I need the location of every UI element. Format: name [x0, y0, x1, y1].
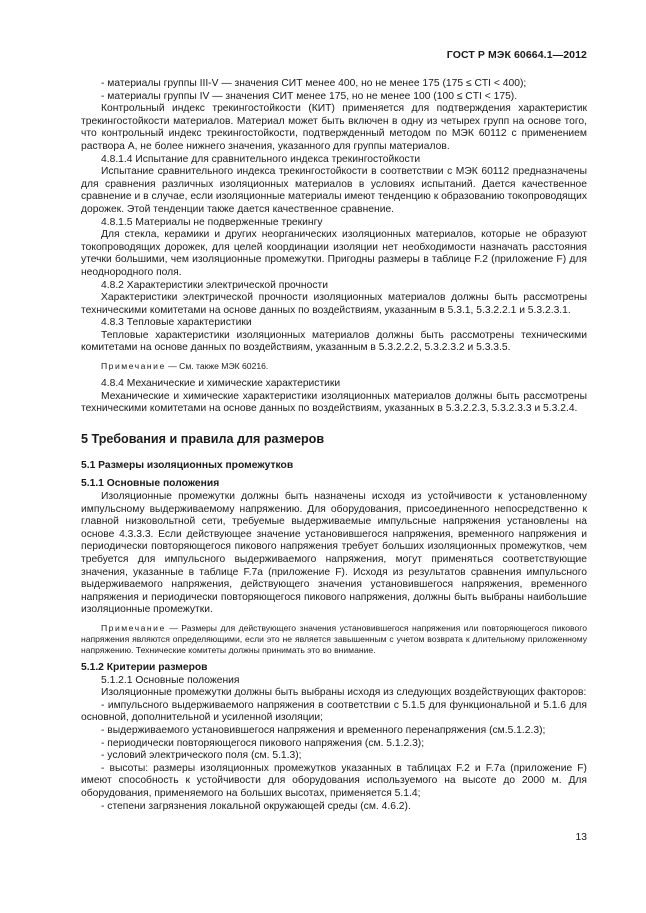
subsection-title: 4.8.4 Механические и химические характеристики: [101, 378, 341, 390]
document-header: ГОСТ Р МЭК 60664.1—2012: [446, 49, 587, 61]
paragraph: Изоляционные промежутки должны быть назначены исходя из устойчивости к установленному импульсному выдерживаемому напряжению. Для оборудования, присоединенного непосредственно к главной низковольтной сети, требуемые выдерживаемые импульсные напряжения установлены на основе 4.3.3.3. Если действующее значение установившегося напряжения, временного напряжения и периодически повторяющегося пикового напряжения требует больших изоляционных промежутков, чем требуется для импульсного выдерживаемого напряжения, могут применяться соответствующие значения, указанные в таблице F.7а (приложение F). Исходя из результатов сравнения импульсного выдерживаемого напряжения, действующего значения установившегося напряжения, временного напряжения и периодически повторяющегося пикового напряжения, должны быть выбраны наибольшие изоляционные промежутки.: [81, 491, 587, 616]
subsection-title: 4.8.2 Характеристики электрической прочности: [101, 279, 328, 291]
note: [81, 623, 587, 656]
subsection-title: 4.8.3 Тепловые характеристики: [101, 317, 252, 329]
list-item: - материалы группы IV — значения СИТ менее 175, но не менее 100 (100 ≤ CTI < 175).: [101, 90, 518, 102]
list-item: - периодически повторяющегося пикового напряжения (см. 5.1.2.3);: [101, 737, 425, 749]
list-item: - высоты: размеры изоляционных промежутков указанных в таблицах F.2 и F.7а (приложение F) имеют способность к устойчивости для оборудования используемого на высоте до 2000 м. Для оборудования, применяемого на больших высотах, применяется 5.1.4;: [81, 762, 587, 799]
section-heading: 5.1 Размеры изоляционных промежутков: [81, 459, 294, 471]
paragraph: Характеристики электрической прочности изоляционных материалов должны быть рассмотрены техническими комитетами на основе данных по воздействиям, указанным в 5.3.1, 5.3.2.2.1 и 5.3.2.3.1.: [81, 292, 587, 316]
list-item: - условий электрического поля (см. 5.1.3);: [101, 750, 302, 762]
list-item: - материалы группы III-V — значения СИТ менее 400, но не менее 175 (175 ≤ CTI < 400);: [101, 78, 527, 89]
note-text: — Размеры для действующего значения установившегося напряжения или повторяющегося пикового напряжения являются определяющими, если это не является завышенным с учетом возврата к длительному приложенному напряжению. Технические комитеты должны принимать это во внимание.: [81, 622, 587, 655]
note-label: Примечание: [101, 361, 166, 372]
note-label: Примечание: [101, 622, 166, 633]
subsection-heading: 5.1.1 Основные положения: [81, 478, 220, 490]
list-item: - выдерживаемого установившегося напряжения и временного перенапряжения (см.5.1.2.3);: [101, 724, 546, 736]
paragraph: Тепловые характеристики изоляционных материалов должны быть рассмотрены техническими комитетами на основе данных по воздействиям, указанным в 5.3.2.2.2, 5.3.2.3.2 и 5.3.3.5.: [81, 329, 587, 354]
note: [81, 361, 587, 372]
subsection-title: 4.8.1.5 Материалы не подверженные трекингу: [101, 216, 323, 228]
subsection-title: 5.1.2.1 Основные положения: [101, 674, 240, 686]
note-text: — См. также МЭК 60216.: [165, 361, 269, 372]
list-item: - импульсного выдерживаемого напряжения в соответствии с 5.1.5 для функциональной и 5.1.6 для основной, дополнительной и усиленной изоляции;: [81, 699, 587, 724]
section-heading: 5 Требования и правила для размеров: [81, 431, 325, 446]
paragraph: Для стекла, керамики и других неорганических изоляционных материалов, которые не образуют токопроводящих дорожек, для целей координации изоляции нет необходимости назначать расстояния утечки большими, чем изоляционные промежутки. Пригодны размеры в таблице F.2 (приложение F) для неоднородного поля.: [81, 229, 587, 278]
subsection-title: 4.8.1.4 Испытание для сравнительного индекса трекингостойкости: [101, 153, 421, 165]
paragraph: Механические и химические характеристики изоляционных материалов должны быть рассмотрены техническими комитетами на основе данных по воздействиям, указанных в 5.3.2.2.3, 5.3.2.3.3 и 5.3.2.4.: [81, 390, 587, 415]
subsection-heading: 5.1.2 Критерии размеров: [81, 661, 208, 673]
paragraph: Испытание сравнительного индекса трекингостойкости в соответствии с МЭК 60112 предназначены для сравнения различных изоляционных материалов в условиях испытаний. Дается качественное сравнение и в случае, если изоляционные материалы имеют тенденцию к образованию токопроводящих дорожек. Этой тенденции также дается качественное сравнение.: [81, 166, 587, 215]
paragraph: Изоляционные промежутки должны быть выбраны исходя из следующих воздействующих факторов:: [101, 687, 587, 699]
page-number: 13: [575, 832, 587, 843]
document-body: [81, 78, 587, 813]
paragraph: Контрольный индекс трекингостойкости (КИТ) применяется для подтверждения характеристик трекингостойкости материалов. Материал может быть включен в одну из четырех групп на основе того, что контрольный индекс трекингостойкости, подтвержденный методом по МЭК 60112 с применением раствора А, не более нижнего значения, указанного для группы материалов.: [81, 103, 587, 152]
list-item: - степени загрязнения локальной окружающей среды (см. 4.6.2).: [101, 800, 411, 812]
